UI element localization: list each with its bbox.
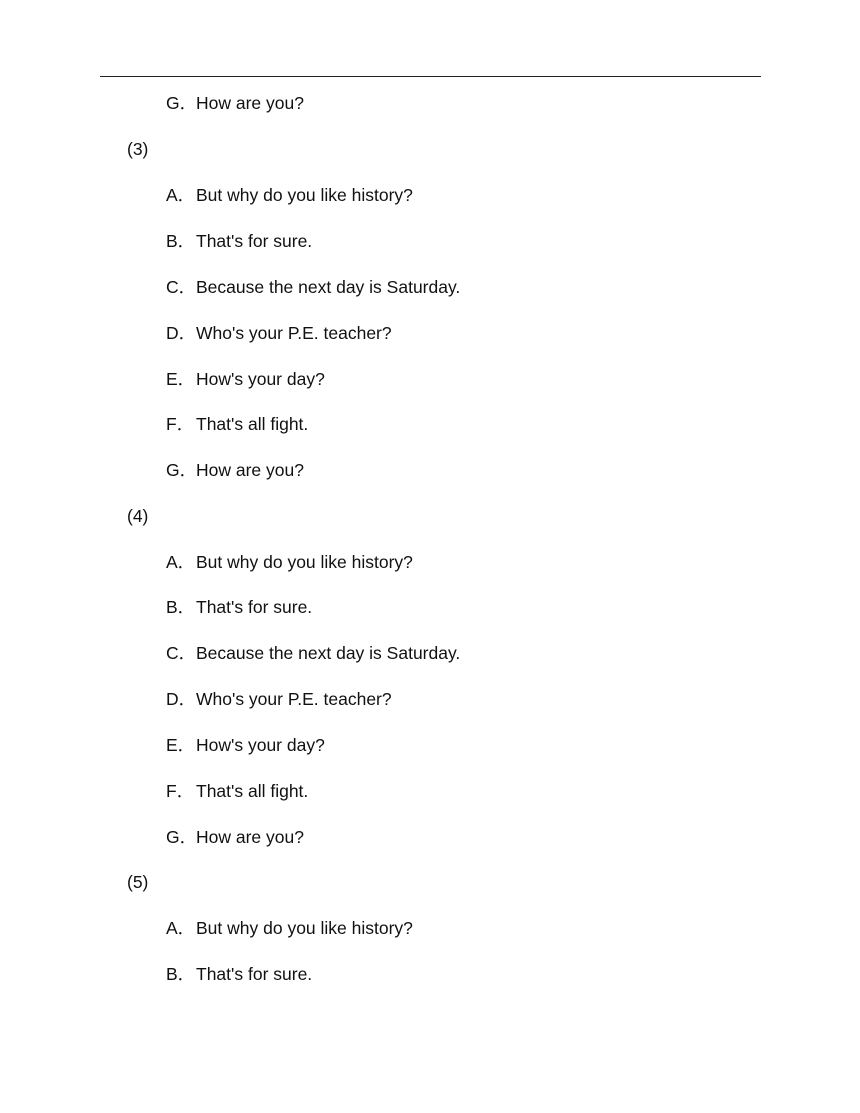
option-letter: A．: [166, 918, 196, 938]
option-text: How's your day?: [196, 735, 325, 755]
option-letter: D．: [166, 323, 197, 343]
option-b: [166, 963, 312, 985]
option-c: [166, 642, 460, 664]
option-letter: A．: [166, 552, 196, 572]
option-letter: G．: [166, 827, 198, 847]
option-f: [166, 780, 308, 802]
option-text: That's for sure.: [196, 964, 313, 984]
option-letter: B．: [166, 597, 196, 617]
option-letter: C．: [166, 277, 197, 297]
option-letter: C．: [166, 643, 197, 663]
option-letter: B．: [166, 964, 196, 984]
question-number: (4): [127, 506, 149, 526]
option-e: [166, 734, 325, 756]
option-letter: A．: [166, 185, 196, 205]
option-text: That's all fight.: [196, 781, 309, 801]
option-text: How are you?: [196, 827, 304, 847]
option-c: [166, 276, 460, 298]
option-text: Who's your P.E. teacher?: [196, 323, 392, 343]
option-text: How's your day?: [196, 369, 325, 389]
option-letter: F．: [166, 414, 195, 434]
option-letter: E．: [166, 735, 196, 755]
option-d: [166, 322, 392, 344]
header-rule: [100, 76, 761, 77]
option-a: [166, 184, 413, 206]
option-letter: G．: [166, 93, 198, 113]
option-a: [166, 551, 413, 573]
option-text: That's all fight.: [196, 414, 309, 434]
option-d: [166, 688, 392, 710]
option-b: [166, 230, 312, 252]
option-text: How are you?: [196, 93, 304, 113]
question-number: (5): [127, 872, 149, 892]
option-text: That's for sure.: [196, 597, 313, 617]
option-text: How are you?: [196, 460, 304, 480]
question-number: (3): [127, 139, 149, 159]
option-letter: D．: [166, 689, 197, 709]
option-letter: G．: [166, 460, 198, 480]
option-text: Because the next day is Saturday.: [196, 277, 461, 297]
option-text: But why do you like history?: [196, 185, 413, 205]
option-letter: B．: [166, 231, 196, 251]
option-text: That's for sure.: [196, 231, 313, 251]
option-a: [166, 917, 413, 939]
option-g: [166, 459, 304, 481]
option-text: Who's your P.E. teacher?: [196, 689, 392, 709]
option-b: [166, 596, 312, 618]
option-text: But why do you like history?: [196, 918, 413, 938]
option-letter: F．: [166, 781, 195, 801]
option-f: [166, 413, 308, 435]
option-g: [166, 826, 304, 848]
option-letter: E．: [166, 369, 196, 389]
option-e: [166, 368, 325, 390]
option-text: But why do you like history?: [196, 552, 413, 572]
option-g: [166, 92, 304, 114]
option-text: Because the next day is Saturday.: [196, 643, 461, 663]
